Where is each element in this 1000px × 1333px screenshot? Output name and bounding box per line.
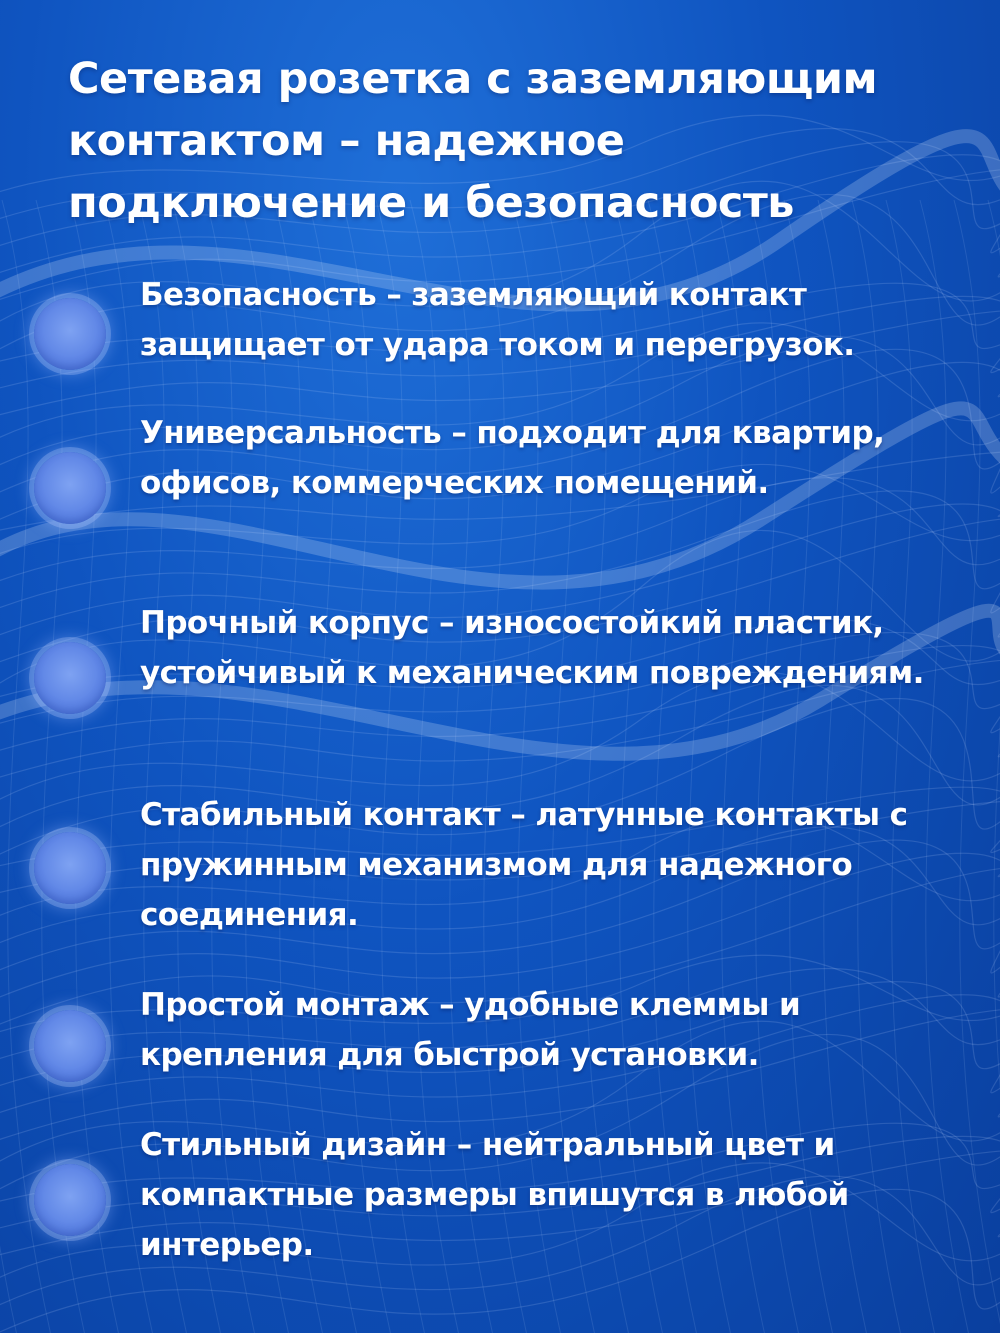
feature-text: Универсальность – подходит для квартир, офисов, коммерческих помещений.	[140, 415, 885, 501]
circle-bullet-icon	[34, 1010, 106, 1082]
circle-bullet-icon	[34, 452, 106, 524]
feature-text: Безопасность – заземляющий контакт защищает от удара током и перегрузок.	[140, 277, 855, 363]
circle-bullet-icon	[34, 1164, 106, 1236]
feature-text: Простой монтаж – удобные клеммы и крепления для быстрой установки.	[140, 987, 801, 1073]
circle-bullet-icon	[34, 298, 106, 370]
feature-text: Прочный корпус – износостойкий пластик, устойчивый к механическим повреждениям.	[140, 605, 924, 691]
circle-bullet-icon	[34, 832, 106, 904]
page-title: Сетевая розетка с заземляющим контактом – надежное подключение и безопасность	[68, 54, 878, 228]
circle-bullet-icon	[34, 642, 106, 714]
feature-text: Стабильный контакт – латунные контакты с пружинным механизмом для надежного соединения.	[140, 797, 908, 933]
feature-text: Стильный дизайн – нейтральный цвет и компактные размеры впишутся в любой интерьер.	[140, 1127, 849, 1263]
